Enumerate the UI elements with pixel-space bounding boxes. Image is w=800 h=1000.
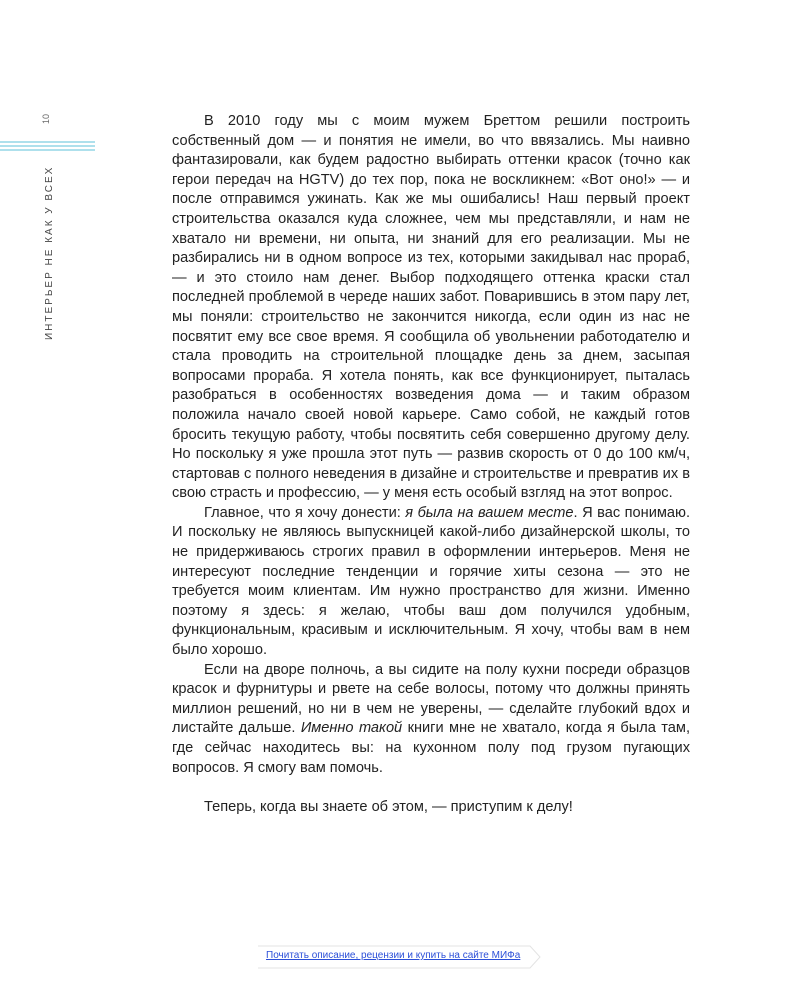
text-run: Главное, что я хочу донести: — [204, 504, 406, 521]
body-text — [172, 112, 690, 817]
italic-text: Именно такой — [300, 720, 403, 737]
italic-text: я была на вашем месте — [405, 504, 574, 521]
text-run: . Я вас понимаю. И поскольку не являюсь выпускницей какой-либо дизайнерской школы, то не придерживаюсь строгих правил в оформлении интерьеров. Меня не интересуют последние тенденции и горячие хиты сезона — это не требуется моим клиентам. Им нужно пространство для жизни. Именно поэтому я здесь: я желаю, чтобы ваш дом получился удобным, функциональным, красивым и исключительным. Я хочу, чтобы вам в нем было хорошо. — [172, 504, 691, 659]
page-number: 10 — [41, 114, 51, 125]
paragraph — [172, 661, 690, 779]
paragraph — [172, 798, 690, 818]
paragraph — [172, 112, 690, 504]
text-run: Теперь, когда вы знаете об этом, — приступим к делу! — [204, 798, 573, 815]
paragraph — [172, 504, 690, 661]
text-run: Если на дворе полночь, а вы сидите на полу кухни посреди образцов красок и фурнитуры и рвете на себе волосы, потому что должны принять миллион решений, но ни в чем не уверены, — сделайте глубокий вдох и листайте дальше. — [172, 661, 690, 737]
accent-lines — [0, 141, 95, 153]
buy-book-link[interactable]: Почитать описание, рецензии и купить на сайте МИФа — [266, 950, 521, 961]
text-run: книги мне не хватало, когда я была там, где сейчас находитесь вы: на кухонном полу под грузом пугающих вопросов. Я смогу вам помочь. — [172, 720, 691, 776]
footer-link-box — [258, 945, 542, 969]
text-run: В 2010 году мы с моим мужем Бреттом решили построить собственный дом — и понятия не имели, во что ввязались. Мы наивно фантазировали, как будем радостно выбирать оттенки красок (точно как герои передач на HGTV) до тех пор, пока не воскликнем: «Вот оно!» — и после отправимся ужинать. Как же мы ошибались! Наш первый проект строительства оказался куда сложнее, чем мы представляли, и нам не хватало ни времени, ни опыта, ни знаний для его реализации. Мы не разбирались ни в одном вопросе из тех, которыми закидывал нас прораб, — и это стоило нам денег. Выбор подходящего оттенка краски стал последней проблемой в череде наших забот. Поварившись в этом пару лет, мы поняли: строительство не закончится никогда, если один из нас не посвятит ему все свое время. Я сообщила об увольнении работодателю и стала проводить на строительной площадке день за днем, засыпая вопросами прораба. Я хотела понять, как все функционирует, пыталась разобраться в особенностях возведения дома — и таким образом положила начало своей новой карьере. Само собой, не каждый готов бросить текущую работу, чтобы посвятить себя совершенно другому делу. Но поскольку я уже прошла этот путь — развив скорость от 0 до 100 км/ч, стартовав с полного неведения в дизайне и строительстве и превратив их в свою страсть и профессию, — у меня есть особый взгляд на этот вопрос. — [172, 113, 690, 502]
side-decoration — [0, 0, 110, 400]
running-title: ИНТЕРЬЕР НЕ КАК У ВСЕХ — [44, 165, 55, 340]
